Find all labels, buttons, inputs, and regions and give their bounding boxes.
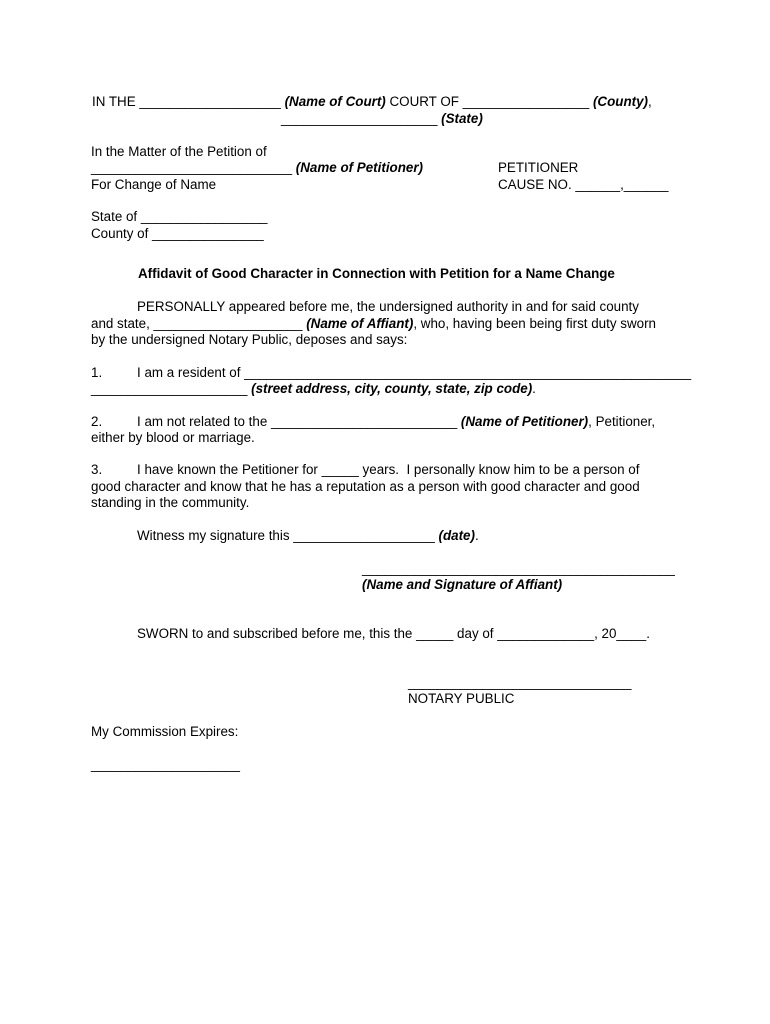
state-label: (State) (441, 111, 483, 126)
witness-line: Witness my signature this ___________________ (date). (137, 528, 479, 543)
affiant-name-label: (Name of Affiant) (306, 316, 414, 331)
item-1-line-1: I am a resident of ____________________________________________________________ (137, 365, 692, 380)
affiant-signature-line: __________________________________________ (362, 561, 675, 576)
petitioner-name-label-2: (Name of Petitioner) (460, 414, 589, 429)
item-2-line-1: I am not related to the _________________________ (Name of Petitioner), Petitioner, (137, 414, 656, 429)
sworn-line: SWORN to and subscribed before me, this the _____ day of _____________, 20____. (137, 626, 650, 641)
document-title: Affidavit of Good Character in Connection with Petition for a Name Change (138, 266, 615, 281)
notary-signature-line: ______________________________ (408, 675, 632, 690)
cause-number: CAUSE NO. ______,______ (498, 177, 669, 192)
change-of-name-line: For Change of Name (91, 177, 217, 192)
item-2-number: 2. (91, 414, 103, 429)
notary-public-label: NOTARY PUBLIC (408, 691, 515, 706)
item-3-line-1: I have known the Petitioner for _____ years. I personally know him to be a person of (137, 462, 640, 477)
intro-line-2: and state, ____________________ (Name of Affiant), who, having been being first duty sworn (91, 316, 656, 331)
state-header-line: _____________________ (State) (281, 111, 483, 126)
commission-expires-label: My Commission Expires: (91, 724, 239, 739)
state-of-line: State of _________________ (91, 209, 268, 224)
affiant-signature-label: (Name and Signature of Affiant) (362, 577, 563, 592)
petitioner-role: PETITIONER (498, 160, 579, 175)
court-name-label: (Name of Court) (284, 94, 386, 109)
item-1-number: 1. (91, 365, 103, 380)
intro-line-1: PERSONALLY appeared before me, the undersigned authority in and for said county (137, 299, 639, 314)
commission-expires-line: ____________________ (91, 757, 240, 772)
petitioner-name-label: (Name of Petitioner) (295, 160, 424, 175)
county-label: (County) (592, 94, 649, 109)
date-label: (date) (438, 528, 475, 543)
item-1-line-2: _____________________ (street address, city, county, state, zip code). (91, 381, 536, 396)
petitioner-name-line: ___________________________ (Name of Petitioner) (91, 160, 424, 175)
item-3-line-3: standing in the community. (91, 495, 250, 510)
matter-line: In the Matter of the Petition of (91, 144, 267, 159)
item-3-line-2: good character and know that he has a reputation as a person with good character and good (91, 479, 640, 494)
intro-line-3: by the undersigned Notary Public, deposes and says: (91, 332, 408, 347)
item-3-number: 3. (91, 462, 103, 477)
county-of-line: County of _______________ (91, 226, 264, 241)
address-label: (street address, city, county, state, zip code) (251, 381, 533, 396)
item-2-line-2: either by blood or marriage. (91, 430, 255, 445)
court-header-line: IN THE ___________________ (Name of Court) COURT OF _________________ (County), (92, 94, 652, 109)
